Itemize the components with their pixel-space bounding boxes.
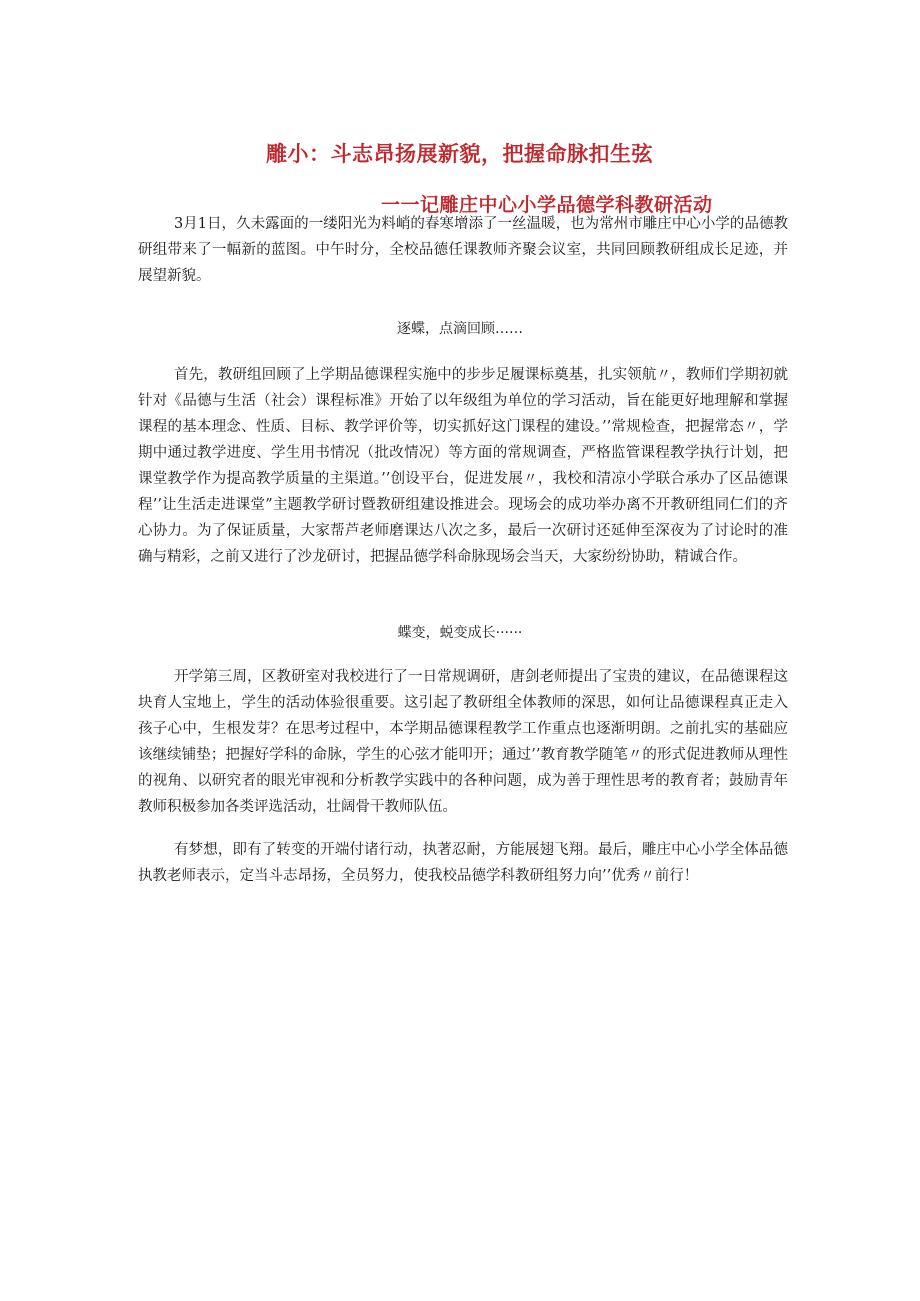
section-heading-review: 逐蝶，点滴回顾…… [397, 321, 523, 337]
article-title: 雕小：斗志昂扬展新貌，把握命脉扣生弦 [266, 141, 653, 167]
section-paragraph-growth: 开学第三周，区教研室对我校进行了一日常规调研，唐剑老师提出了宝贵的建议，在品德课程这块育人宝地上，学生的活动体验很重要。这引起了教研组全体教师的深思，如何让品德课程真正走入孩子心中，生根发芽？在思考过程中，本学期品德课程教学工作重点也逐渐明朗。之前扎实的基础应该继续铺垫；把握好学科的命脉，学生的心弦才能叩开；通过’’教育教学随笔〃的形式促进教师从理性的视角、以研究者的眼光审视和分析教学实践中的各种问题，成为善于理性思考的教育者；鼓励青年教师积极参加各类评选活动，壮阔骨干教师队伍。 [138, 669, 788, 815]
article-subtitle: 一一记雕庄中心小学品德学科教研活动 [381, 193, 713, 216]
closing-paragraph: 有梦想，即有了转变的开端付诸行动，执著忍耐，方能展翅飞翔。最后，雕庄中心小学全体品德执教老师表示，定当斗志昂扬，全员努力，使我校品德学科教研组努力向’’优秀〃前行！ [138, 842, 788, 884]
section-paragraph-review: 首先，教研组回顾了上学期品德课程实施中的步步足履课标奠基，扎实领航〃，教师们学期初就针对《品德与生活（社会）课程标准》开始了以年级组为单位的学习活动，旨在能更好地理解和掌握课程的基本理念、性质、目标、教学评价等，切实抓好这门课程的建设。’’常规检查，把握常态〃，学期中通过教学进度、学生用书情况（批改情况）等方面的常规调查，严格监管课程教学执行计划，把课堂教学作为提高教学质量的主渠道。’’创设平台，促进发展〃，我校和清凉小学联合承办了区品德课程’’让生活走进课堂”主题教学研讨暨教研组建设推进会。现场会的成功举办离不开教研组同仁们的齐心协力。为了保证质量，大家帮芦老师磨课达八次之多，最后一次研讨还延伸至深夜为了讨论时的准确与精彩，之前又进行了沙龙研讨，把握品德学科命脉现场会当天，大家纷纷协助，精诚合作。 [138, 367, 788, 565]
intro-paragraph: 3月1日，久未露面的一缕阳光为料峭的春寒增添了一丝温暖，也为常州市雕庄中心小学的品德教研组带来了一幅新的蓝图。中午时分，全校品德任课教师齐聚会议室，共同回顾教研组成长足迹，并展望新貌。 [138, 216, 788, 284]
section-heading-growth: 蝶变，蜕变成长······ [397, 625, 523, 641]
